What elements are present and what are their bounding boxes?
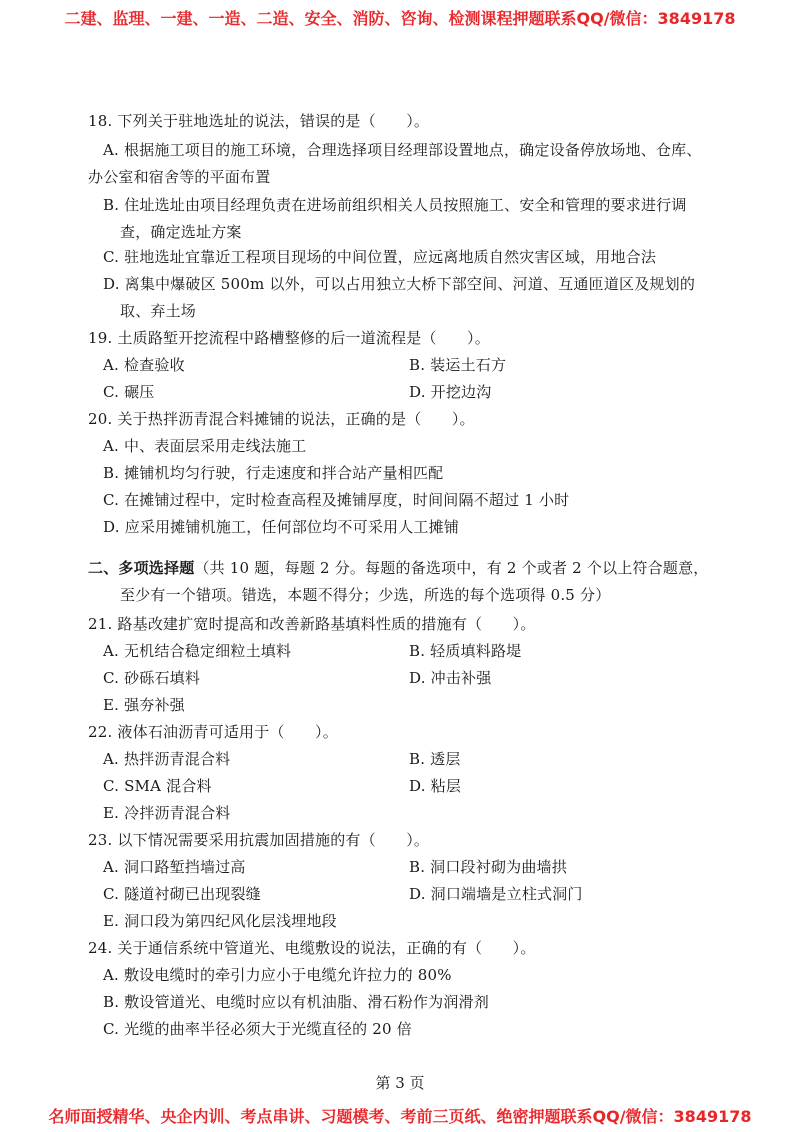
question-23-option-e: E. 洞口段为第四纪风化层浅埋地段	[103, 912, 337, 930]
question-21-stem: 21. 路基改建扩宽时提高和改善新路基填料性质的措施有（ ）。	[88, 615, 536, 633]
question-18-option-c: C. 驻地选址宜靠近工程项目现场的中间位置，应远离地质自然灾害区域，用地合法	[103, 248, 657, 266]
question-19-stem: 19. 土质路堑开挖流程中路槽整修的后一道流程是（ ）。	[88, 329, 490, 347]
page-number: 第 3 页	[375, 1074, 425, 1092]
question-22-option-c: C. SMA 混合料	[103, 777, 212, 795]
question-22-stem: 22. 液体石油沥青可适用于（ ）。	[88, 723, 338, 741]
question-20-option-a: A. 中、表面层采用走线法施工	[103, 437, 307, 455]
question-18-stem: 18. 下列关于驻地选址的说法，错误的是（ ）。	[88, 112, 430, 130]
question-24-option-b: B. 敷设管道光、电缆时应以有机油脂、滑石粉作为润滑剂	[103, 993, 489, 1011]
question-23-option-c: C. 隧道衬砌已出现裂缝	[103, 885, 261, 903]
question-22-option-d: D. 粘层	[409, 777, 462, 795]
question-23-option-a: A. 洞口路堑挡墙过高	[103, 858, 246, 876]
question-20-option-c: C. 在摊铺过程中，定时检查高程及摊铺厚度，时间间隔不超过 1 小时	[103, 491, 570, 509]
question-19-option-c: C. 碾压	[103, 383, 155, 401]
question-21-option-c: C. 砂砾石填料	[103, 669, 201, 687]
question-21-option-e: E. 强夯补强	[103, 696, 185, 714]
question-18-option-d-cont: 取、弃土场	[120, 302, 197, 320]
section-2-description: （共 10 题，每题 2 分。每题的备选项中，有 2 个或者 2 个以上符合题意，	[194, 559, 709, 577]
question-21-option-d: D. 冲击补强	[409, 669, 492, 687]
question-24-option-c: C. 光缆的曲率半径必须大于光缆直径的 20 倍	[103, 1020, 412, 1038]
question-18-option-b: B. 住址选址由项目经理负责在进场前组织相关人员按照施工、安全和管理的要求进行调	[103, 196, 687, 214]
question-18-option-a-cont: 办公室和宿舍等的平面布置	[88, 168, 271, 186]
question-23-option-b: B. 洞口段衬砌为曲墙拱	[409, 858, 567, 876]
question-20-option-d: D. 应采用摊铺机施工，任何部位均不可采用人工摊铺	[103, 518, 460, 536]
question-19-option-a: A. 检查验收	[103, 356, 185, 374]
question-21-option-b: B. 轻质填料路堤	[409, 642, 522, 660]
question-18-option-d: D. 离集中爆破区 500m 以外，可以占用独立大桥下部空间、河道、互通匝道区及规划的	[103, 275, 696, 293]
question-22-option-b: B. 透层	[409, 750, 461, 768]
section-2-heading-line	[88, 558, 708, 578]
question-20-option-b: B. 摊铺机均匀行驶，行走速度和拌合站产量相匹配	[103, 464, 444, 482]
question-19-option-d: D. 开挖边沟	[409, 383, 492, 401]
question-18-option-b-cont: 查，确定选址方案	[120, 223, 242, 241]
question-23-option-d: D. 洞口端墙是立柱式洞门	[409, 885, 583, 903]
top-contact-banner: 二建、监理、一建、一造、二造、安全、消防、咨询、检测课程押题联系QQ/微信：3849178	[64, 9, 736, 28]
question-21-option-a: A. 无机结合稳定细粒土填料	[103, 642, 292, 660]
question-18-option-a: A. 根据施工项目的施工环境，合理选择项目经理部设置地点，确定设备停放场地、仓库、	[103, 141, 702, 159]
question-23-stem: 23. 以下情况需要采用抗震加固措施的有（ ）。	[88, 831, 430, 849]
section-2-description-cont: 至少有一个错项。错选，本题不得分；少选，所选的每个选项得 0.5 分）	[120, 586, 611, 604]
question-19-option-b: B. 装运土石方	[409, 356, 507, 374]
section-2-heading: 二、多项选择题	[88, 559, 195, 577]
question-20-stem: 20. 关于热拌沥青混合料摊铺的说法，正确的是（ ）。	[88, 410, 475, 428]
bottom-contact-banner: 名师面授精华、央企内训、考点串讲、习题模考、考前三页纸、绝密押题联系QQ/微信：3849178	[48, 1107, 752, 1126]
question-22-option-a: A. 热拌沥青混合料	[103, 750, 231, 768]
question-22-option-e: E. 冷拌沥青混合料	[103, 804, 231, 822]
question-24-stem: 24. 关于通信系统中管道光、电缆敷设的说法，正确的有（ ）。	[88, 939, 536, 957]
question-24-option-a: A. 敷设电缆时的牵引力应小于电缆允许拉力的 80%	[103, 966, 452, 984]
